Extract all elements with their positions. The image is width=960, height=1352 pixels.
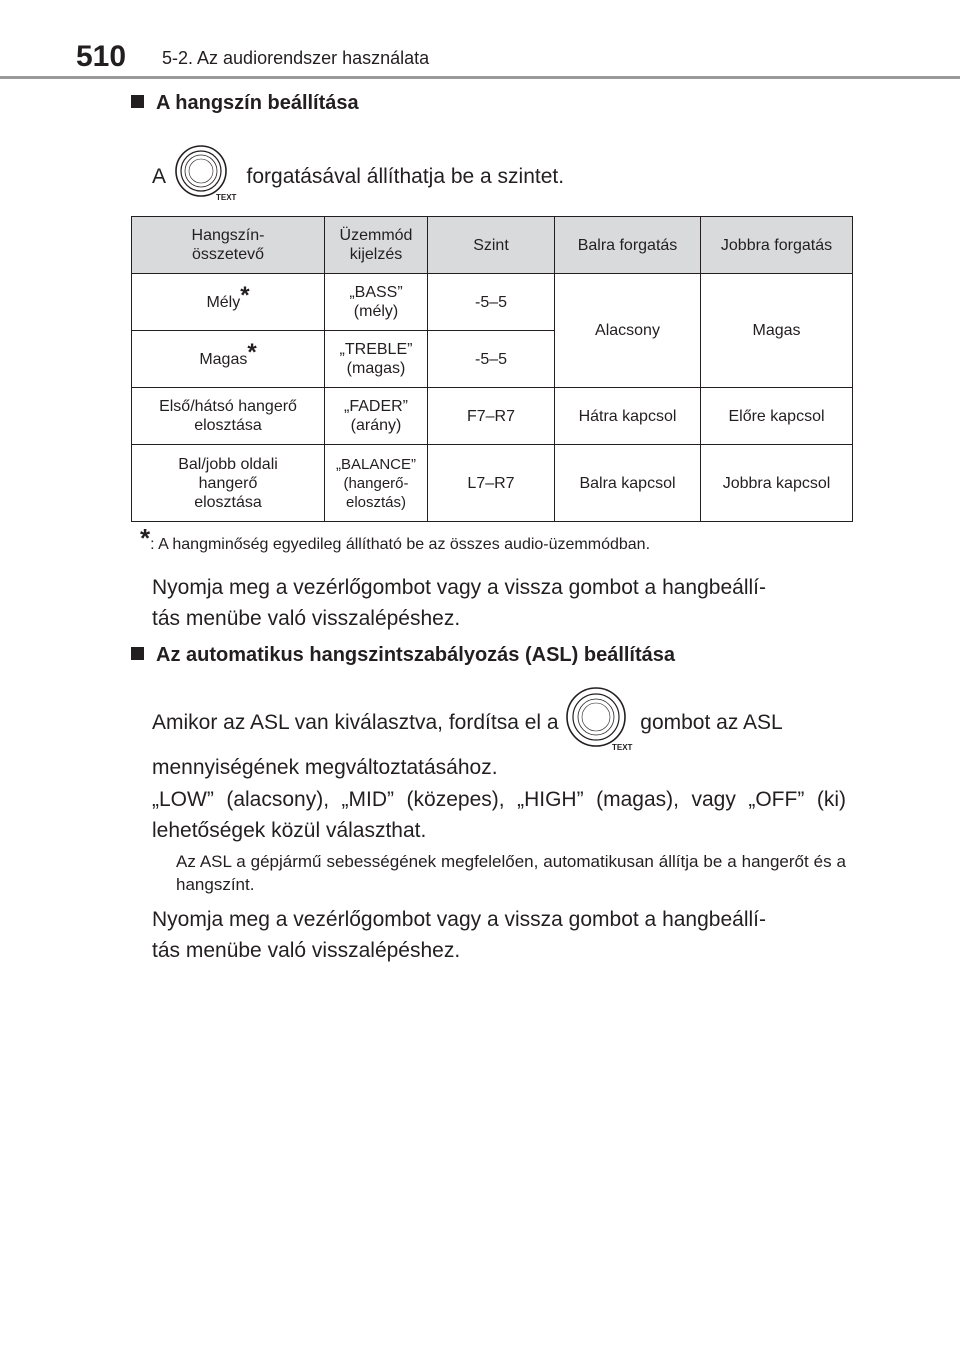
knob-text-label: TEXT [612, 743, 633, 752]
table-cell: Előre kapcsol [701, 388, 853, 445]
table-cell-merged: Magas [701, 274, 853, 388]
tone-intro-before: A [152, 165, 165, 189]
header-cell: Üzemmód kijelzés [325, 217, 428, 274]
table-row [132, 274, 853, 331]
table-cell: Balra kapcsol [555, 445, 701, 522]
tune-knob-icon [564, 686, 634, 761]
table-cell: Első/hátsó hangerő elosztása [132, 388, 325, 445]
table-cell: „BALANCE” (hangerő- elosztás) [325, 445, 428, 522]
table-cell: -5–5 [428, 331, 555, 388]
chapter-title: 5-2. Az audiorendszer használata [162, 48, 430, 68]
table-cell [132, 274, 325, 331]
tone-settings-table [131, 216, 853, 522]
tone-intro [152, 144, 852, 211]
table-row [132, 388, 853, 445]
header-cell: Hangszín- összetevő [132, 217, 325, 274]
table-cell: „TREBLE” (magas) [325, 331, 428, 388]
cell-text: Magas [199, 350, 248, 368]
table-row [132, 445, 853, 522]
section-title-tone [131, 92, 359, 115]
cell-text: Mély [206, 293, 241, 311]
asterisk-mark: * [247, 338, 257, 366]
table-footnote [140, 523, 651, 554]
bullet-square-icon [131, 647, 144, 660]
knob-text-label: TEXT [215, 193, 237, 202]
bullet-square-icon [131, 95, 144, 108]
page-number: 510 [76, 40, 127, 73]
section-title-asl-text: Az automatikus hangszintszabályozás (ASL) beállítása [156, 644, 676, 666]
asl-options-text: „LOW” (alacsony), „MID” (közepes), „HIGH” (magas), vagy „OFF” (ki) lehetőségek közül választhat. [152, 788, 846, 842]
asl-instruction-line1 [152, 686, 846, 761]
asl-return-text: Nyomja meg a vezérlőgombot vagy a vissza gombot a hangbeállí- tás menübe való visszalépéshez. [152, 908, 766, 962]
header-divider [0, 76, 960, 79]
footnote-text: : A hangminőség egyedileg állítható be az összes audio-üzemmódban. [150, 536, 651, 553]
table-cell: -5–5 [428, 274, 555, 331]
asl-note: Az ASL a gépjármű sebességének megfelelően, automatikusan állítja be a hangerőt és a hangszínt. [176, 852, 846, 894]
table-cell [132, 331, 325, 388]
header-cell: Balra forgatás [555, 217, 701, 274]
table-cell: „BASS” (mély) [325, 274, 428, 331]
tone-return-text: Nyomja meg a vezérlőgombot vagy a vissza gombot a hangbeállí- tás menübe való visszalépéshez. [152, 576, 766, 630]
header-cell: Jobbra forgatás [701, 217, 853, 274]
asl-text-before: Amikor az ASL van kiválasztva, fordítsa el a [152, 711, 559, 735]
table-cell: Bal/jobb oldali hangerő elosztása [132, 445, 325, 522]
section-title-asl [131, 644, 675, 667]
tone-intro-after: forgatásával állíthatja be a szintet. [246, 165, 565, 189]
table-header-row [132, 217, 853, 274]
page-header [0, 0, 960, 80]
table-cell: Jobbra kapcsol [701, 445, 853, 522]
table-cell: „FADER” (arány) [325, 388, 428, 445]
table-cell-merged: Alacsony [555, 274, 701, 388]
asl-text-after: gombot az ASL [640, 711, 783, 735]
section-title-tone-text: A hangszín beállítása [156, 92, 359, 114]
asterisk-mark: * [140, 523, 151, 553]
table-cell: F7–R7 [428, 388, 555, 445]
header-cell: Szint [428, 217, 555, 274]
asterisk-mark: * [240, 281, 250, 309]
table-cell: L7–R7 [428, 445, 555, 522]
asl-instruction-line2: mennyiségének megváltoztatásához. [152, 756, 498, 779]
tune-knob-icon [171, 144, 241, 211]
table-cell: Hátra kapcsol [555, 388, 701, 445]
